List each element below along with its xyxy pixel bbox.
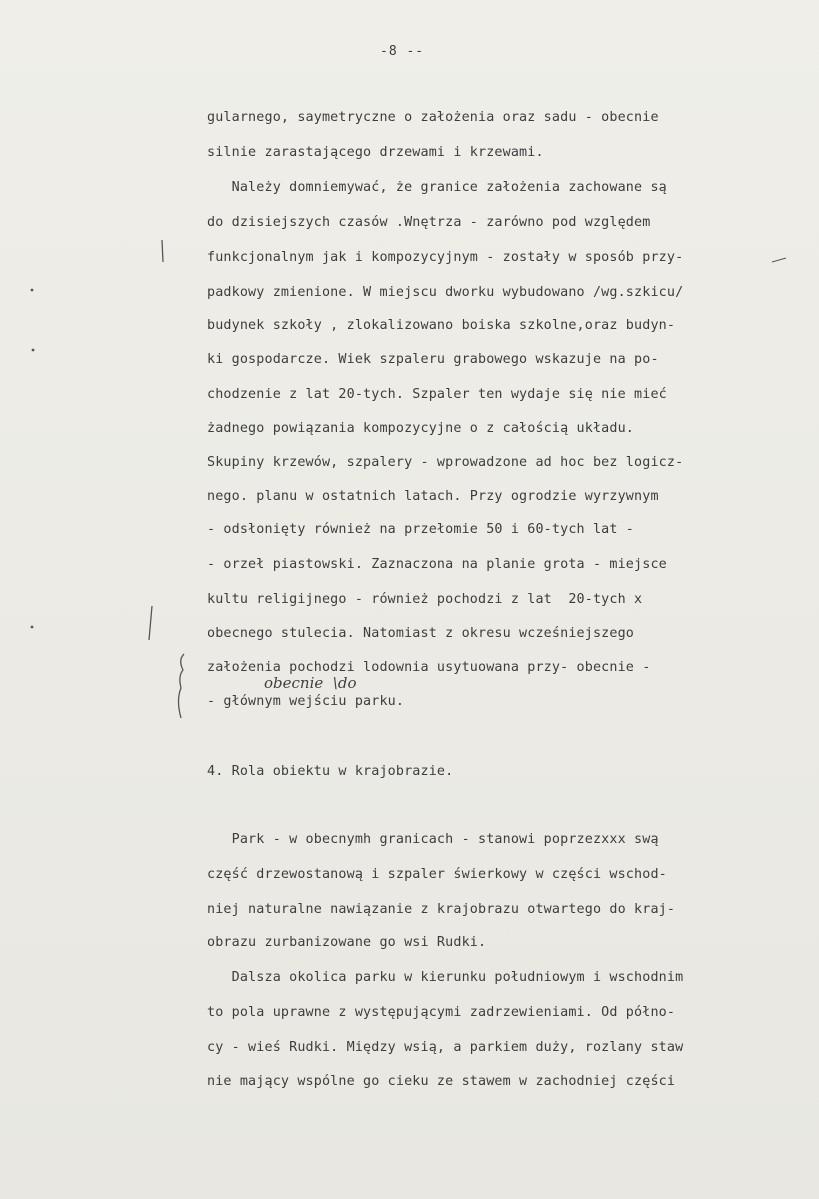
text-line: ki gospodarcze. Wiek szpaleru grabowego wskazuje na po- <box>207 352 659 367</box>
text-line: obecnego stulecia. Natomiast z okresu wcześniejszego <box>207 626 635 641</box>
margin-dot <box>32 349 35 352</box>
text-line: silnie zarastającego drzewami i krzewami. <box>207 145 544 160</box>
margin-dot <box>31 626 34 629</box>
text-line: budynek szkoły , zlokalizowano boiska szkolne,oraz budyn- <box>207 318 676 333</box>
handwritten-annotation: obecnie \do <box>264 674 357 692</box>
text-line: padkowy zmienione. W miejscu dworku wybudowano /wg.szkicu/ <box>207 285 684 300</box>
text-line: - głównym wejściu parku. <box>207 694 405 709</box>
text-line: do dzisiejszych czasów .Wnętrza - zarówno pod względem <box>207 215 651 230</box>
text-line: niej naturalne nawiązanie z krajobrazu otwartego do kraj- <box>207 902 676 917</box>
margin-bracket-mark <box>179 654 185 718</box>
text-line: cy - wieś Rudki. Między wsią, a parkiem duży, rozlany staw <box>207 1040 684 1055</box>
text-line: Park - w obecnymh granicach - stanowi poprzezxxx swą <box>207 832 659 847</box>
text-line: obrazu zurbanizowane go wsi Rudki. <box>207 935 487 950</box>
text-line: funkcjonalnym jak i kompozycyjnym - zostały w sposób przy- <box>207 250 684 265</box>
text-line: - orzeł piastowski. Zaznaczona na planie grota - miejsce <box>207 557 667 572</box>
text-line: Dalsza okolica parku w kierunku południowym i wschodnim <box>207 970 684 985</box>
text-line: Należy domniemywać, że granice założenia zachowane są <box>207 180 667 195</box>
margin-dash-mark <box>772 258 786 262</box>
text-line: część drzewostanową i szpaler świerkowy w części wschod- <box>207 867 667 882</box>
text-line: chodzenie z lat 20-tych. Szpaler ten wydaje się nie mieć <box>207 387 667 402</box>
text-line: Skupiny krzewów, szpalery - wprowadzone ad hoc bez logicz- <box>207 455 684 470</box>
text-line: kultu religijnego - również pochodzi z lat 20-tych x <box>207 592 643 607</box>
text-line: - odsłonięty również na przełomie 50 i 60-tych lat - <box>207 522 635 537</box>
text-line: nie mający wspólne go cieku ze stawem w zachodniej części <box>207 1074 676 1089</box>
page-number: -8 -- <box>380 44 425 59</box>
margin-line-mark <box>149 606 152 640</box>
margin-line-mark <box>162 240 163 262</box>
section-heading: 4. Rola obiektu w krajobrazie. <box>207 764 454 779</box>
text-line: nego. planu w ostatnich latach. Przy ogrodzie wyrzywnym <box>207 489 659 504</box>
margin-dot <box>31 289 34 292</box>
text-line: gularnego, saymetryczne o założenia oraz sadu - obecnie <box>207 110 659 125</box>
text-line: założenia pochodzi lodownia usytuowana przy- obecnie - <box>207 660 651 675</box>
text-line: żadnego powiązania kompozycyjne o z całością układu. <box>207 421 635 436</box>
text-line: to pola uprawne z występującymi zadrzewieniami. Od półno- <box>207 1005 676 1020</box>
